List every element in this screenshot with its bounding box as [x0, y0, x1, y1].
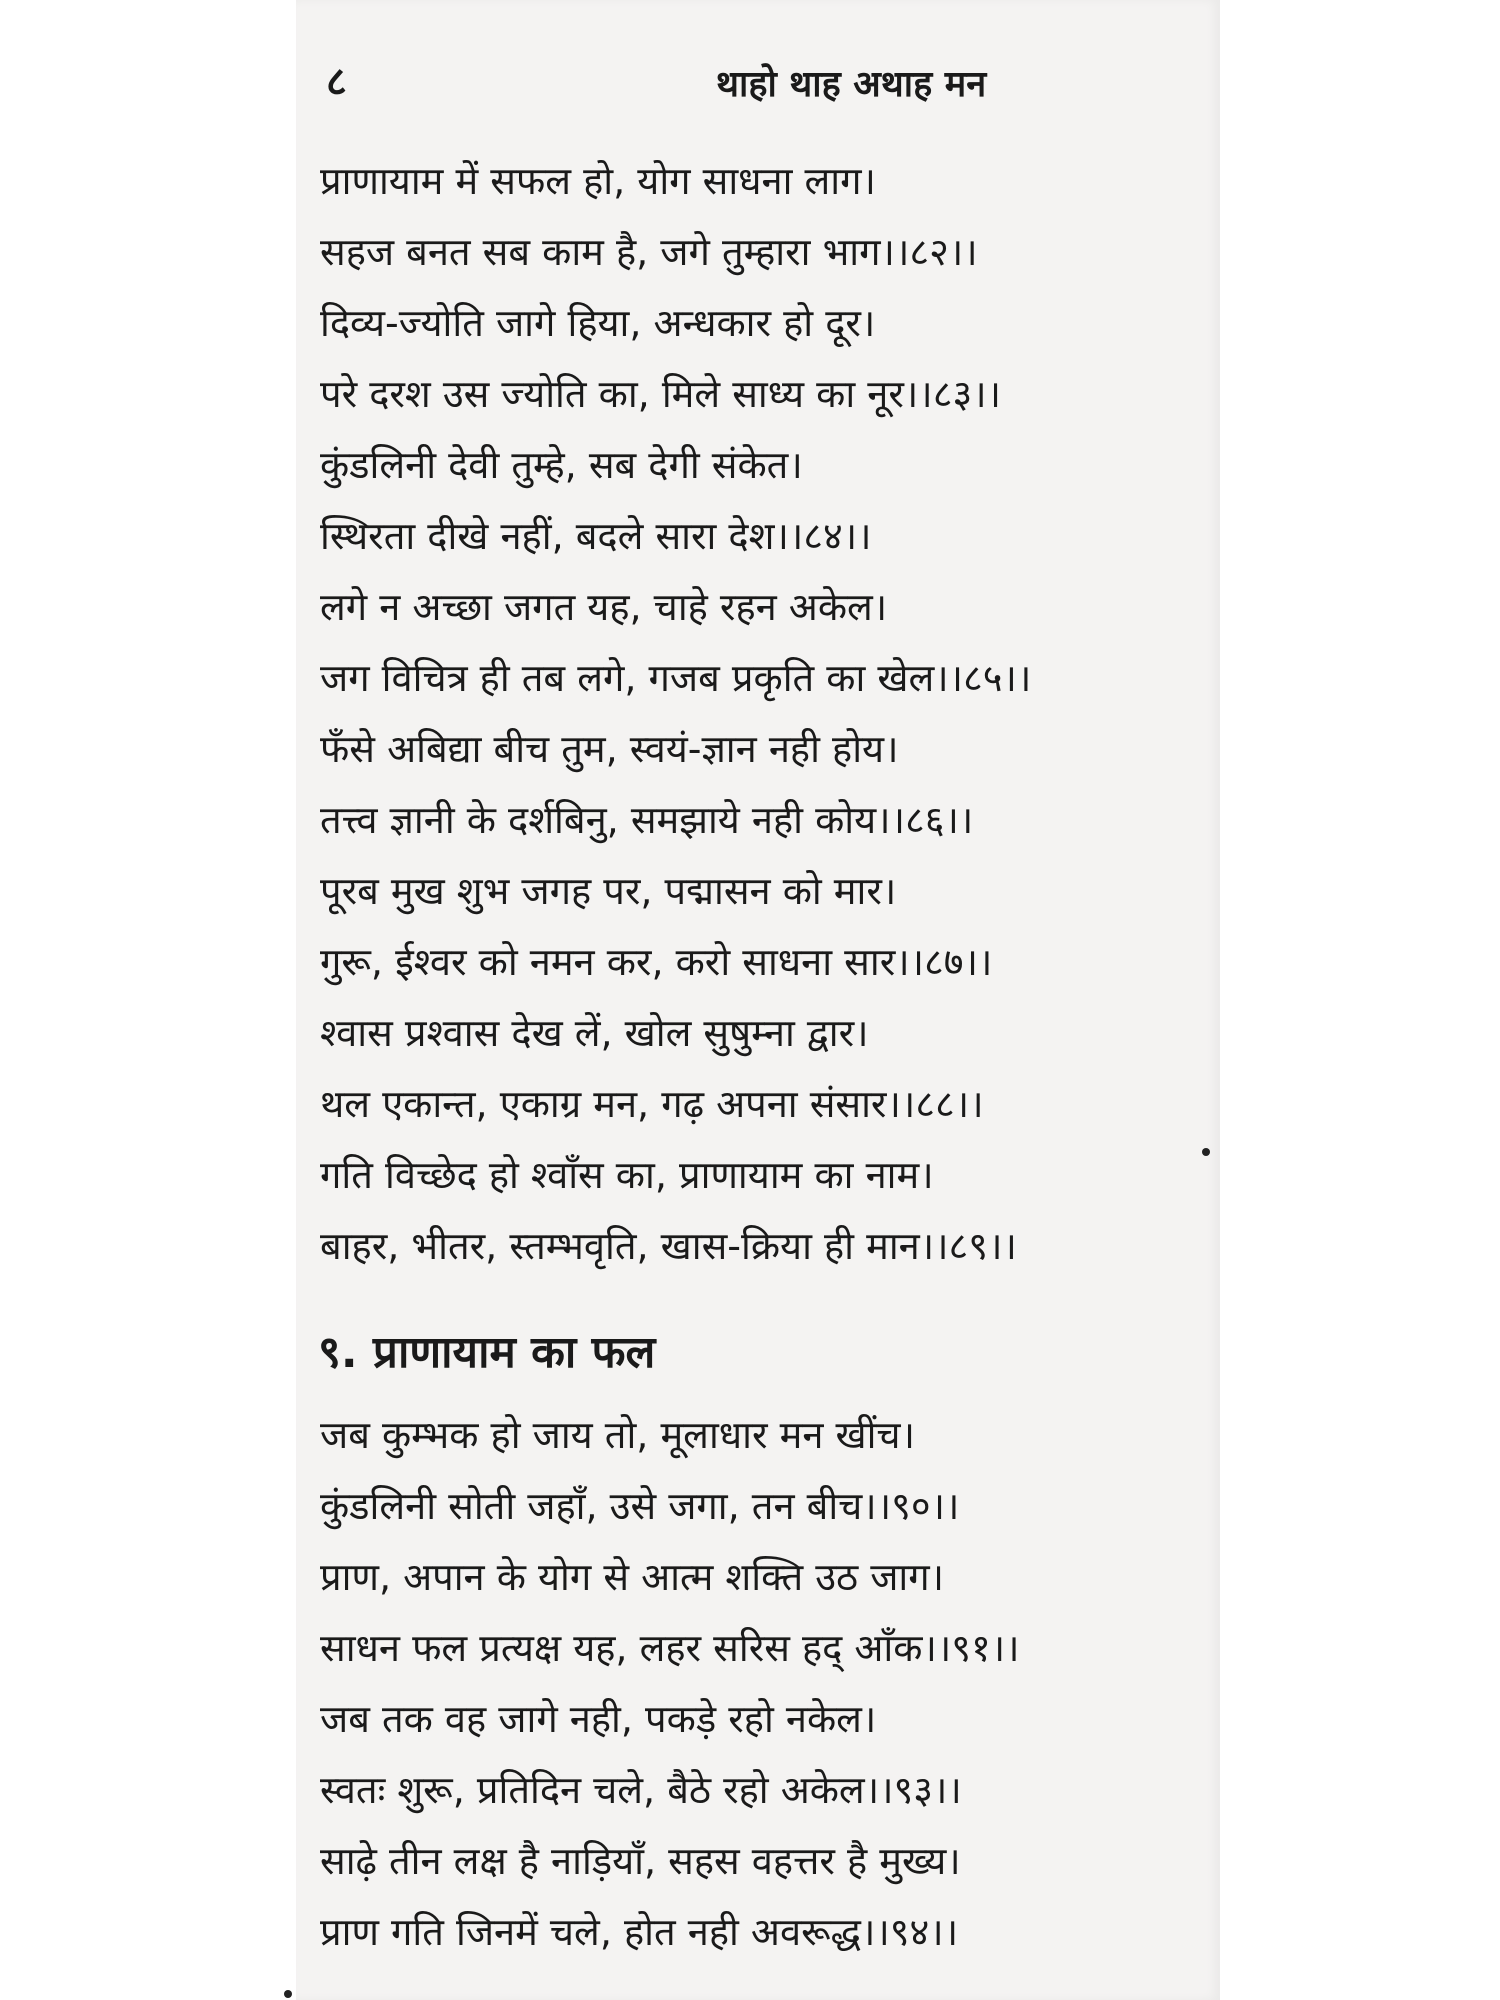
- verse-line: दिव्य-ज्योति जागे हिया, अन्धकार हो दूर।: [320, 301, 876, 345]
- verse-line: पूरब मुख शुभ जगह पर, पद्मासन को मार।: [320, 869, 897, 913]
- verse-line: प्राण, अपान के योग से आत्म शक्ति उठ जाग।: [320, 1555, 945, 1599]
- scan-speck: [284, 1990, 292, 1998]
- verse-line: जग विचित्र ही तब लगे, गजब प्रकृति का खेल।।८५।।: [320, 656, 1032, 700]
- verse-line: प्राण गति जिनमें चले, होत नही अवरूद्ध।।९४।।: [320, 1910, 959, 1954]
- verse-line: थल एकान्त, एकाग्र मन, गढ़ अपना संसार।।८८।।: [320, 1082, 984, 1126]
- verse-line: तत्त्व ज्ञानी के दर्शबिनु, समझाये नही कोय।।८६।।: [320, 798, 974, 842]
- section-heading: ९. प्राणायाम का फल: [318, 1327, 656, 1378]
- verse-line: लगे न अच्छा जगत यह, चाहे रहन अकेल।: [320, 585, 888, 629]
- verse-line: परे दरश उस ज्योति का, मिले साध्य का नूर।।८३।।: [320, 372, 1002, 416]
- verse-line: स्वतः शुरू, प्रतिदिन चले, बैठे रहो अकेल।।९३।।: [320, 1768, 962, 1812]
- verse-line: साधन फल प्रत्यक्ष यह, लहर सरिस हद् आँक।।९१।।: [320, 1626, 1020, 1670]
- verse-line: जब कुम्भक हो जाय तो, मूलाधार मन खींच।: [320, 1413, 915, 1457]
- book-page: [296, 0, 1220, 2000]
- verse-block-two: [320, 1400, 1210, 1968]
- page-header: [296, 52, 1220, 122]
- verse-line: सहज बनत सब काम है, जगे तुम्हारा भाग।।८२।।: [320, 230, 978, 274]
- verse-line: बाहर, भीतर, स्तम्भवृति, खास-क्रिया ही मान।।८९।।: [320, 1224, 1017, 1268]
- running-title: थाहो थाह अथाह मन: [716, 64, 987, 105]
- verse-line: फँसे अबिद्या बीच तुम, स्वयं-ज्ञान नही होय।: [320, 727, 899, 771]
- page-number: ८: [326, 59, 347, 105]
- margin-dot: [1202, 1148, 1210, 1156]
- verse-line: कुंडलिनी देवी तुम्हे, सब देगी संकेत।: [320, 443, 803, 487]
- verse-line: साढ़े तीन लक्ष है नाड़ियाँ, सहस वहत्तर है मुख्य।: [320, 1839, 961, 1883]
- verse-line: कुंडलिनी सोती जहाँ, उसे जगा, तन बीच।।९०।।: [320, 1484, 960, 1528]
- verse-line: स्थिरता दीखे नहीं, बदले सारा देश।।८४।।: [320, 514, 872, 558]
- verse-line: श्वास प्रश्वास देख लें, खोल सुषुम्ना द्वार।: [320, 1011, 869, 1055]
- verse-line: प्राणायाम में सफल हो, योग साधना लाग।: [320, 159, 876, 203]
- verse-line: जब तक वह जागे नही, पकड़े रहो नकेल।: [320, 1697, 877, 1741]
- verse-line: गति विच्छेद हो श्वाँस का, प्राणायाम का नाम।: [320, 1153, 934, 1197]
- verse-block-one: [320, 146, 1210, 1282]
- verse-line: गुरू, ईश्वर को नमन कर, करो साधना सार।।८७।।: [320, 940, 993, 984]
